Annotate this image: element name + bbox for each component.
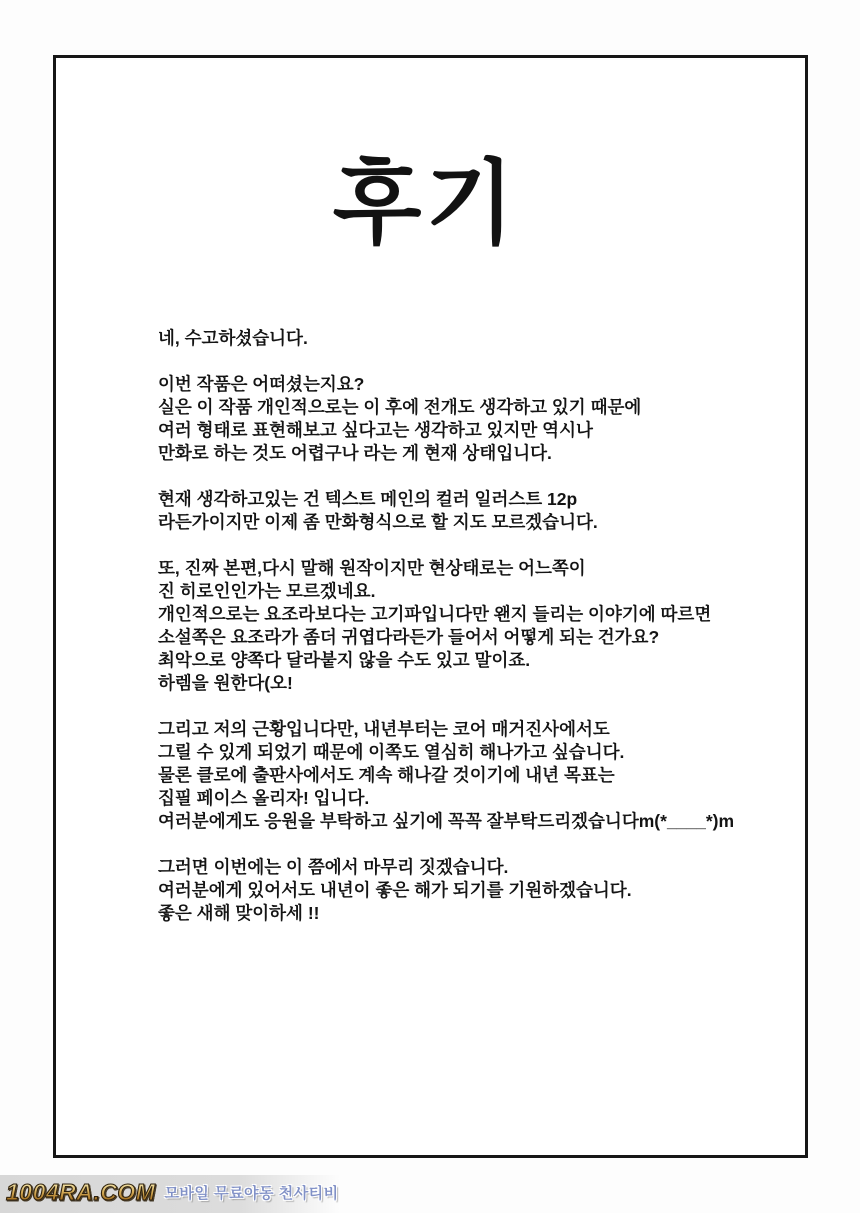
text-line: 여러 형태로 표현해보고 싶다고는 생각하고 있지만 역시나: [158, 420, 593, 440]
paragraph: [158, 557, 734, 695]
text-line: 라든가이지만 이제 좀 만화형식으로 할 지도 모르겠습니다.: [158, 512, 598, 532]
text-line: 그릴 수 있게 되었기 때문에 이쪽도 열심히 해나가고 싶습니다.: [158, 742, 625, 762]
text-line: 소설쪽은 요조라가 좀더 귀엽다라든가 들어서 어떻게 되는 건가요?: [158, 627, 660, 647]
text-line: 개인적으로는 요조라보다는 고기파입니다만 왠지 들리는 이야기에 따르면: [158, 604, 712, 624]
text-line: 물론 클로에 출판사에서도 계속 해나갈 것이기에 내년 목표는: [158, 765, 615, 785]
text-line: 이번 작품은 어떠셨는지요?: [158, 374, 365, 394]
text-line: 실은 이 작품 개인적으로는 이 후에 전개도 생각하고 있기 때문에: [158, 397, 642, 417]
watermark-site-logo: 1004RA.COM: [6, 1178, 156, 1205]
text-line: 최악으로 양쪽다 달라붙지 않을 수도 있고 말이죠.: [158, 650, 531, 670]
paragraph: [158, 327, 734, 350]
paragraph: [158, 718, 734, 833]
paragraph: [158, 373, 734, 465]
watermark-bar: [0, 1175, 340, 1213]
text-line: 하렘을 원한다(오!: [158, 673, 293, 693]
text-line: 여러분에게 있어서도 내년이 좋은 해가 되기를 기원하겠습니다.: [158, 880, 632, 900]
text-line: 진 히로인인가는 모르겠네요.: [158, 581, 376, 601]
text-line: 집필 페이스 올리자! 입니다.: [158, 788, 370, 808]
text-line: 그리고 저의 근황입니다만, 내년부터는 코어 매거진사에서도: [158, 719, 610, 739]
watermark-tagline: 모바일 무료야동 천사티비: [164, 1184, 339, 1202]
page-title: 후기: [332, 153, 519, 255]
text-line: 그러면 이번에는 이 쯤에서 마무리 짓겠습니다.: [158, 857, 509, 877]
text-line: 또, 진짜 본편,다시 말해 원작이지만 현상태로는 어느쪽이: [158, 558, 586, 578]
paragraph: [158, 856, 734, 925]
text-line: 좋은 새해 맞이하세 !!: [158, 903, 320, 923]
text-line: 네, 수고하셨습니다.: [158, 328, 308, 348]
afterword-body: [158, 327, 734, 925]
paragraph: [158, 488, 734, 534]
text-line: 현재 생각하고있는 건 텍스트 메인의 컬러 일러스트 12p: [158, 489, 578, 509]
text-line: 여러분에게도 응원을 부탁하고 싶기에 꼭꼭 잘부탁드리겠습니다m(*____*)m: [158, 811, 735, 831]
text-line: 만화로 하는 것도 어렵구나 라는 게 현재 상태입니다.: [158, 443, 552, 463]
